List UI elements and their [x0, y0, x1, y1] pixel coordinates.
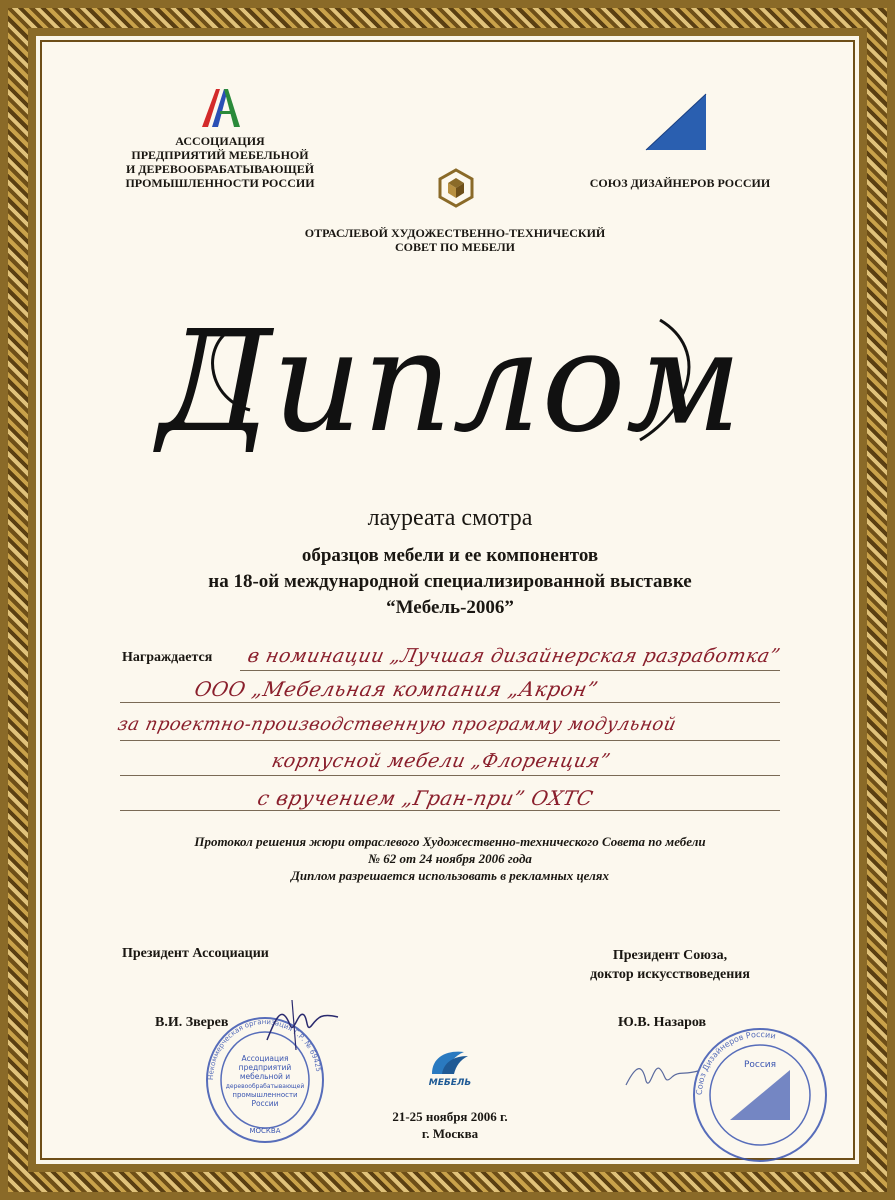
- writing-line: [120, 810, 780, 811]
- dates-line: 21-25 ноября 2006 г.: [392, 1109, 508, 1124]
- handwritten-grand-prix: с вручением „Гран-при” ОХТС: [255, 786, 596, 810]
- stamp-center-line: деревообрабатывающей: [225, 1083, 305, 1090]
- diploma-subtitle: лауреата смотра: [367, 505, 533, 531]
- association-logo-icon: [198, 87, 242, 129]
- protocol-line: Протокол решения жюри отраслевого Художественно-технического Совета по мебели: [194, 834, 706, 849]
- council-emblem-icon: [436, 168, 476, 208]
- stamp-center-line: предприятий: [238, 1063, 292, 1072]
- union-president-name: Ю.В. Назаров: [618, 1015, 707, 1030]
- council-name-line: СОВЕТ ПО МЕБЕЛИ: [394, 240, 516, 254]
- handwritten-program: за проектно-производственную программу модульной: [115, 714, 679, 735]
- association-president-name: В.И. Зверев: [155, 1015, 229, 1030]
- stamp-center-text: Россия: [743, 1060, 777, 1070]
- stamp-bottom-text: МОСКВА: [249, 1127, 281, 1135]
- writing-line: [120, 775, 780, 776]
- writing-line: [120, 702, 780, 703]
- mebel-exhibition-logo: [418, 1046, 482, 1088]
- association-name-line: ПРОМЫШЛЕННОСТИ РОССИИ: [125, 176, 315, 190]
- designers-union-logo-icon: [640, 90, 710, 154]
- diploma-title: [158, 290, 742, 480]
- exhibition-dates: [350, 1108, 550, 1142]
- council-name: [250, 226, 660, 254]
- handwritten-company: ООО „Мебельная компания „Акрон”: [192, 677, 601, 701]
- association-name-line: АССОЦИАЦИЯ: [175, 134, 265, 148]
- writing-line: [120, 740, 780, 741]
- writing-line: [240, 670, 780, 671]
- awarded-label: Награждается: [122, 650, 213, 665]
- signature-zverev: [262, 995, 342, 1055]
- stamp-center-line: России: [251, 1099, 279, 1108]
- stamp-ring-text: Некоммерческая организация Г.Р. № 69425: [206, 1017, 323, 1081]
- president-title-line: Президент Союза,: [612, 948, 728, 963]
- association-name-line: ПРЕДПРИЯТИЙ МЕБЕЛЬНОЙ: [131, 148, 309, 162]
- subject-line: на 18-ой международной специализированной выставке: [208, 571, 692, 592]
- stamp-center-line: Ассоциация: [241, 1054, 289, 1063]
- subject-line: “Мебель-2006”: [386, 597, 514, 618]
- association-name-line: И ДЕРЕВООБРАБАТЫВАЮЩЕЙ: [125, 162, 315, 176]
- protocol-line: Диплом разрешается использовать в рекламных целях: [291, 868, 609, 883]
- protocol-line: № 62 от 24 ноября 2006 года: [368, 851, 532, 866]
- subject-line: образцов мебели и ее компонентов: [301, 545, 599, 566]
- city-line: г. Москва: [421, 1126, 479, 1141]
- designers-union-stamp: [690, 1025, 830, 1165]
- handwritten-furniture: корпусной мебели „Флоренция”: [269, 750, 613, 772]
- stamp-center-line: промышленности: [232, 1091, 298, 1099]
- association-name: [100, 134, 340, 190]
- union-president-title: [560, 946, 780, 984]
- mebel-logo-text: МЕБЕЛЬ: [428, 1078, 472, 1088]
- stamp-center-line: мебельной и: [239, 1072, 291, 1081]
- association-president-title: Президент Ассоциации: [122, 946, 269, 961]
- president-title-line: доктор искусствоведения: [590, 967, 750, 982]
- designers-union-name: СОЮЗ ДИЗАЙНЕРОВ РОССИИ: [589, 176, 771, 190]
- signature-nazarov: [622, 1055, 702, 1095]
- diploma-title-text: Диплом: [158, 301, 742, 464]
- award-subject: [110, 543, 790, 621]
- council-name-line: ОТРАСЛЕВОЙ ХУДОЖЕСТВЕННО-ТЕХНИЧЕСКИЙ: [304, 226, 606, 240]
- stamp-ring-text: Союз Дизайнеров России: [694, 1029, 777, 1096]
- handwritten-nomination: в номинации „Лучшая дизайнерская разработка”: [245, 645, 783, 667]
- jury-protocol: [110, 833, 790, 884]
